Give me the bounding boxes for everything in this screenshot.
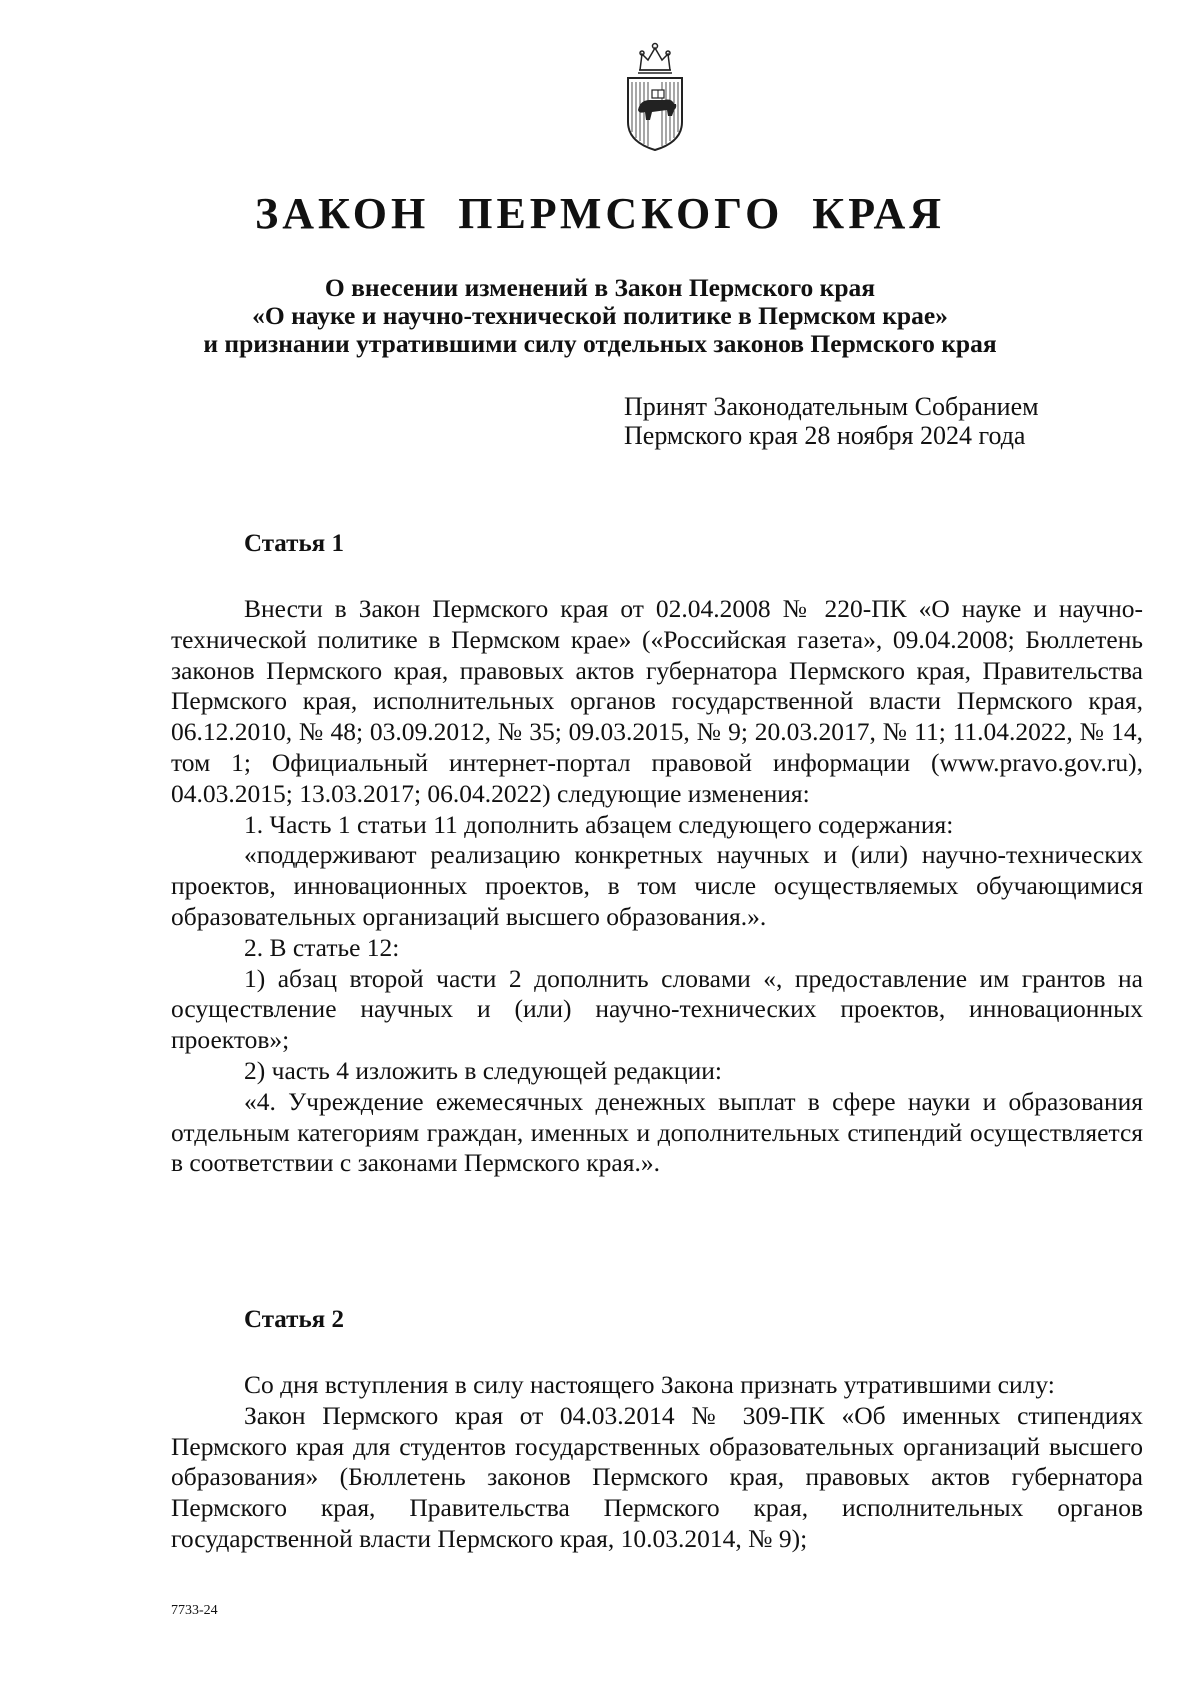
law-subtitle xyxy=(150,274,1050,358)
article-1-paragraph: 2) часть 4 изложить в следующей редакции: xyxy=(244,1055,722,1085)
article-2-paragraph: Со дня вступления в силу настоящего Закона признать утратившими силу: xyxy=(244,1370,1055,1399)
article-1-paragraph: 1. Часть 1 статьи 11 дополнить абзацем следующего содержания: xyxy=(244,809,954,839)
subtitle-line: «О науке и научно-технической политике в Пермском крае» xyxy=(252,301,948,330)
article-2-paragraph: Закон Пермского края от 04.03.2014 № 309-ПК «Об именных стипендиях Пермского края для студентов государственных образовательных организаций высшего образования» (Бюллетень законов Пермского края, правовых актов губернатора Пермского края, Правительства Пермского края, исполнительных органов государственной власти Пермского края, 10.03.2014, № 9); xyxy=(171,1400,1143,1553)
article-2-heading: Статья 2 xyxy=(244,1306,344,1333)
adoption-line: Принят Законодательным Собранием xyxy=(624,392,1039,421)
article-1-paragraph: «4. Учреждение ежемесячных денежных выплат в сфере науки и образования отдельным категориям граждан, именных и дополнительных стипендий осуществляется в соответствии с законами Пермского края.». xyxy=(171,1086,1143,1178)
article-1-paragraph: Внести в Закон Пермского края от 02.04.2008 № 220-ПК «О науке и научно-технической политике в Пермском крае» («Российская газета», 09.04.2008; Бюллетень законов Пермского края, правовых актов губернатора Пермского края, Правительства Пермского края, исполнительных органов государственной власти Пермского края, 06.12.2010, № 48; 03.09.2012, № 35; 09.03.2015, № 9; 20.03.2017, № 11; 11.04.2022, № 14, том 1; Официальный интернет-портал правовой информации (www.pravo.gov.ru), 04.03.2015; 13.03.2017; 06.04.2022) следующие изменения: xyxy=(171,594,1143,808)
subtitle-line: и признании утратившими силу отдельных законов Пермского края xyxy=(203,329,997,358)
coat-of-arms-icon xyxy=(620,40,690,152)
document-code: 7733-24 xyxy=(171,1603,218,1618)
article-1-body xyxy=(171,594,1143,1179)
article-1-paragraph: 2. В статье 12: xyxy=(244,932,400,962)
subtitle-line: О внесении изменений в Закон Пермского края xyxy=(324,273,876,302)
article-1-paragraph: «поддерживают реализацию конкретных научных и (или) научно-технических проектов, инновационных проектов, в том числе осуществляемых обучающимися образовательных организаций высшего образования.». xyxy=(171,840,1143,931)
adoption-line: Пермского края 28 ноября 2024 года xyxy=(624,421,1026,450)
adoption-note xyxy=(624,392,1084,450)
article-2-body xyxy=(171,1370,1143,1555)
article-1-heading: Статья 1 xyxy=(244,530,344,557)
article-1-paragraph: 1) абзац второй части 2 дополнить словами «, предоставление им грантов на осуществление научных и (или) научно-технических проектов, инновационных проектов»; xyxy=(171,963,1143,1055)
law-title: ЗАКОН ПЕРМСКОГО КРАЯ xyxy=(254,189,946,238)
